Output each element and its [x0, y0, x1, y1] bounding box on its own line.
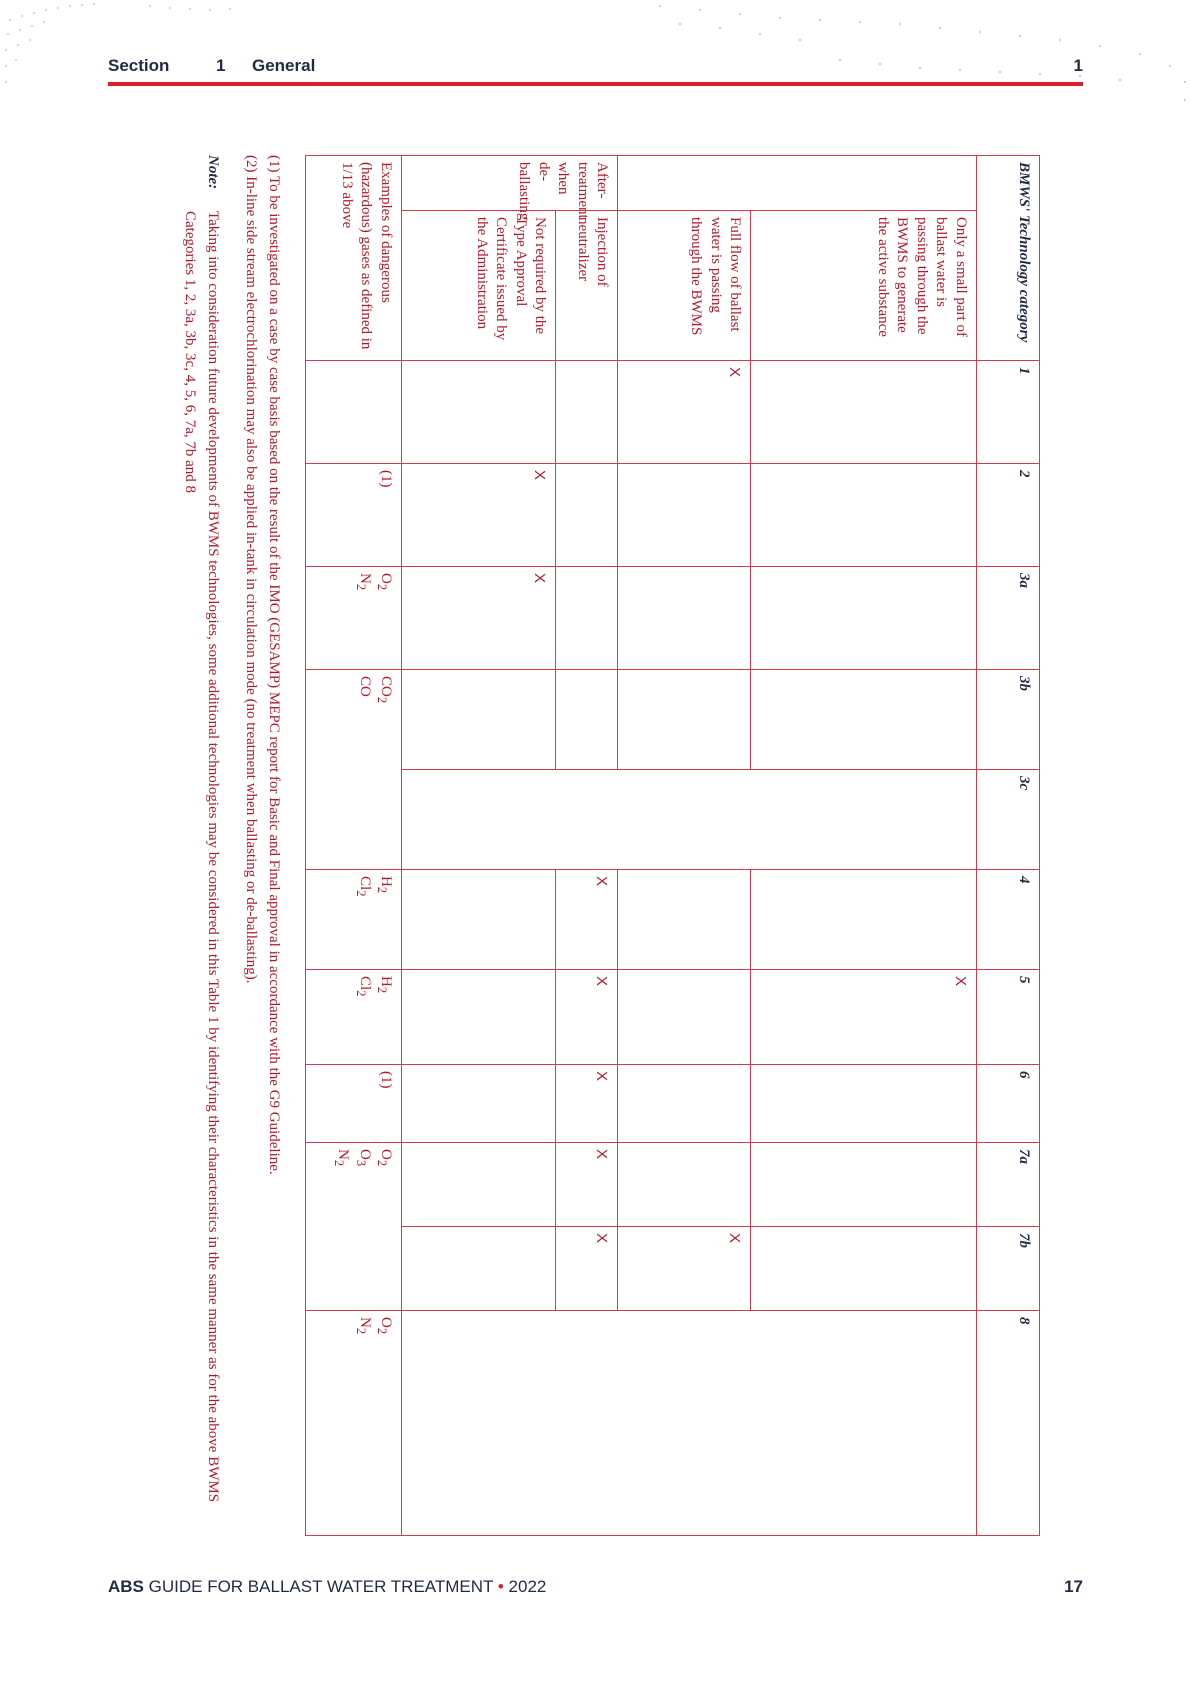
gas-col-7a-7b: $O_2$ $O_3$ $N_2$	[306, 1143, 402, 1311]
merged-cell-3c	[401, 770, 976, 870]
note-label: Note:	[205, 155, 222, 190]
note-block	[178, 155, 225, 1535]
mark-injection-7b: X	[556, 1227, 618, 1311]
gas-col-5: $H_2$ $Cl_2$	[306, 970, 402, 1065]
mark-injection-4: X	[556, 870, 618, 970]
header-col-8: 8	[977, 1311, 1040, 1536]
gas-col-8: $O_2$ $N_2$	[306, 1311, 402, 1536]
mark-full-7b: X	[618, 1227, 751, 1311]
header-col-3c: 3c	[977, 770, 1040, 870]
merged-cell-8	[401, 1311, 976, 1536]
header-col-3b: 3b	[977, 670, 1040, 770]
row-label-small-part: Only a small part of ballast water is passing through the BWMS to generate the active substance	[751, 211, 977, 361]
mark-notrequired-2: X	[401, 464, 555, 567]
footer-publication	[108, 1577, 546, 1597]
section-number: 1	[216, 56, 226, 75]
footer-year: 2022	[508, 1577, 547, 1596]
gas-col-6: (1)	[306, 1065, 402, 1143]
mark-notrequired-3a: X	[401, 567, 555, 670]
mark-small-5: X	[751, 970, 977, 1065]
rotated-table-block	[175, 155, 1040, 1535]
header-page-ref: 1	[1073, 56, 1083, 75]
footnote-2: (2) In-line side stream electrochlorination may also be applied in-tank in circulation mode (no treatment when ballasting or de-ballasting).	[242, 155, 259, 984]
header-col-7b: 7b	[977, 1227, 1040, 1311]
mark-injection-7a: X	[556, 1143, 618, 1227]
header-col-5: 5	[977, 970, 1040, 1065]
gas-col-3b-3c: $CO_2$ CO	[306, 670, 402, 870]
header-col-2: 2	[977, 464, 1040, 567]
page-header	[108, 54, 1083, 84]
table-notes	[178, 155, 285, 1535]
bwms-category-table	[305, 155, 1040, 1536]
footer-bullet: •	[497, 1577, 504, 1596]
row-label-full-flow: Full flow of ballast water is passing through the BWMS	[618, 211, 751, 361]
header-col-3a: 3a	[977, 567, 1040, 670]
section-title: General	[252, 56, 316, 75]
row-label-injection: Injection of neutralizer	[556, 211, 618, 361]
footer-title: GUIDE FOR BALLAST WATER TREATMENT	[148, 1577, 494, 1596]
mark-injection-5: X	[556, 970, 618, 1065]
header-col-4: 4	[977, 870, 1040, 970]
row-group-blank	[618, 156, 977, 211]
mark-injection-6: X	[556, 1065, 618, 1143]
footnote-1: (1) To be investigated on a case by case basis based on the result of the IMO (GESAMP) MEPC report for Basic and Final approval in accordance with the G9 Guideline.	[266, 155, 282, 1175]
footer-org: ABS	[108, 1577, 144, 1596]
table-row	[751, 156, 977, 1536]
header-col-6: 6	[977, 1065, 1040, 1143]
footer-page-number: 17	[1064, 1577, 1083, 1596]
header-col-1: 1	[977, 361, 1040, 464]
gas-col-3a: $O_2$ $N_2$	[306, 567, 402, 670]
table-header-row	[977, 156, 1040, 1536]
header-rule	[108, 82, 1083, 86]
note-text: Taking into consideration future developments of BWMS technologies, some additional technologies may be considered in this Table 1 by identifying their characteristics in the same manner as for the above BWMS Categories 1, 2, 3a, 3b, 3c, 4, 5, 6, 7a, 7b and 8	[182, 211, 222, 1503]
row-label-not-required: Not required by the Type Approval Certificate issued by the Administration	[401, 211, 555, 361]
header-col-7a: 7a	[977, 1143, 1040, 1227]
gas-col-2: (1)	[306, 464, 402, 567]
header-category: BMWS' Technology category	[977, 156, 1040, 361]
table-row	[306, 156, 402, 1536]
row-label-after-treatment: After-treatment when de-ballasting	[401, 156, 617, 211]
row-label-gases: Examples of dangerous (hazardous) gases as defined in 1/13 above	[306, 156, 402, 361]
gas-col-4: $H_2$ $Cl_2$	[306, 870, 402, 970]
mark-full-1: X	[618, 361, 751, 464]
section-label: Section	[108, 56, 170, 75]
